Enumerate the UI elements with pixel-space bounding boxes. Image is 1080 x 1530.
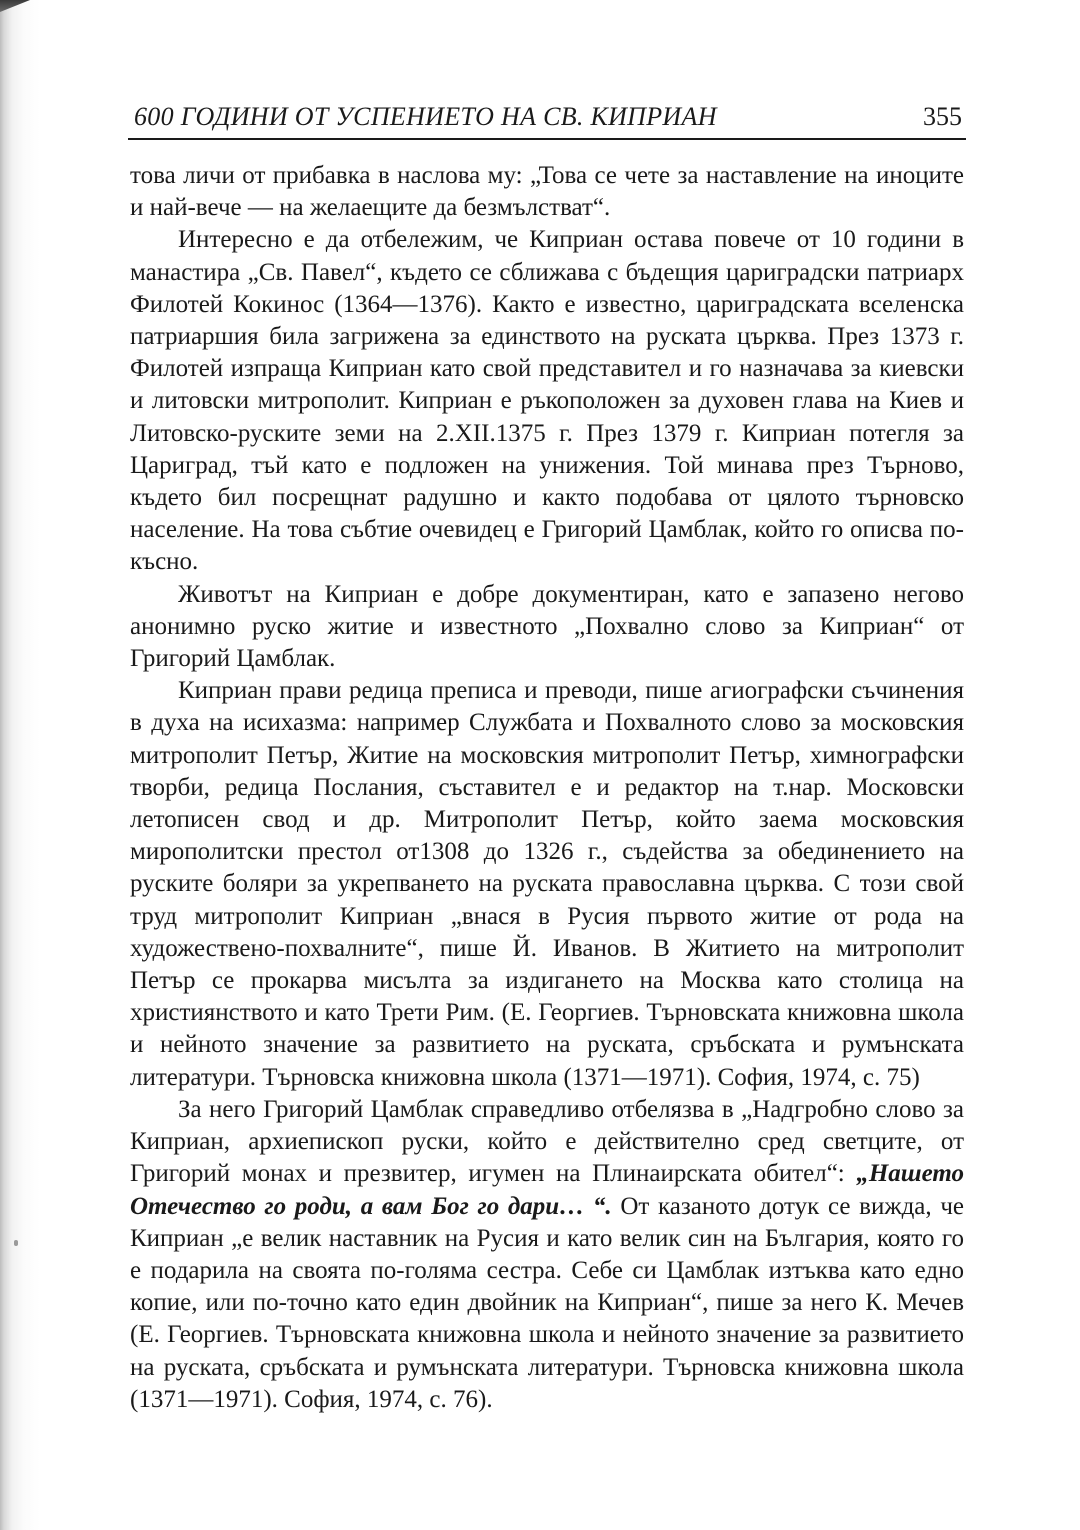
- scan-speck: [14, 1240, 18, 1246]
- body-text: [130, 160, 964, 1416]
- quote-text: „Нашето Отечество го роди, а вам Бог го дари… “.: [130, 1160, 964, 1220]
- running-header: [128, 96, 966, 140]
- paragraph-last: [130, 1094, 964, 1416]
- paragraph-text: За него Григорий Цамблак справедливо отбелязва в „Надгробно слово за Киприан, архиепископ руски, който е действително сред светците, от Григорий монах и презвитер, игумен на Плинаирската обител“:: [130, 1095, 964, 1188]
- paragraph-text: От казаното дотук се вижда, че Киприан „е велик наставник на Русия и като велик син на България, която го е подарила на своята по-голяма сестра. Себе си Цамблак изтъква като едно копие, или по-точно като един двойник на Киприан“, пише за него К. Мечев (Е. Георгиев. Търновската книжовна школа и нейното значение за развитието на руската, сръбската и румънската литератури. Търновска книжовна школа (1371—1971). София, 1974, с. 76).: [130, 1192, 965, 1413]
- paragraph-continuation: това личи от прибавка в наслова му: „Това се чете за наставление на иноците и най-вече — на желаещите да безмълстват“.: [130, 162, 964, 222]
- scan-corner-mark: [0, 0, 30, 12]
- paragraph: Интересно е да отбележим, че Киприан остава повече от 10 години в манастира „Св. Павел“, където се сближава с бъдещия цариградски патриарх Филотей Кокинос (1364—1376). Както е известно, цариградската вселенска патриаршия била загрижена за единството на руската църква. През 1373 г. Филотей изпраща Киприан като свой представител и го назначава за киевски и литовски митрополит. Киприан е ръкоположен за духовен глава на Киев и Литовско-руските земи на 2.XII.1375 г. През 1379 г. Киприан потегля за Цариград, тъй като е подложен на унижения. Той минава през Търново, където бил посрещнат радушно и както подобава от цялото търновско население. На това събтие очевидец е Григорий Цамблак, който го описва по-късно.: [130, 226, 964, 576]
- paragraph: Животът на Киприан е добре документиран, като е запазено негово анонимно руско житие и известното „Похвално слово за Киприан“ от Григорий Цамблак.: [130, 580, 964, 673]
- running-header-title: 600 ГОДИНИ ОТ УСПЕНИЕТО НА СВ. КИПРИАН: [134, 102, 717, 131]
- page-number: 355: [923, 102, 962, 131]
- paragraph: Киприан прави редица преписа и преводи, пише агиографски съчинения в духа на исихазма: например Службата и Похвалното слово за московския митрополит Петър, Житие на московския митрополит Петър, химнографски творби, редица Послания, съставител е и редактор на т.нар. Московски летописен свод и др. Митрополит Петър, който заема московския мирополитски престол от1308 до 1326 г., съдейства за обединението на руските боляри за укрепването на руската православна църква. С този свой труд митрополит Киприан „внася в Русия първото житие от рода на художествено-похвалните“, пише Й. Иванов. В Житието на митрополит Петър се прокарва мисълта за издигането на Москва като столица на християнството и като Трети Рим. (Е. Георгиев. Търновската книжовна школа и нейното значение за развитието на руската, сръбската и румънската литератури. Търновска книжовна школа (1371—1971). София, 1974, с. 75): [130, 677, 964, 1091]
